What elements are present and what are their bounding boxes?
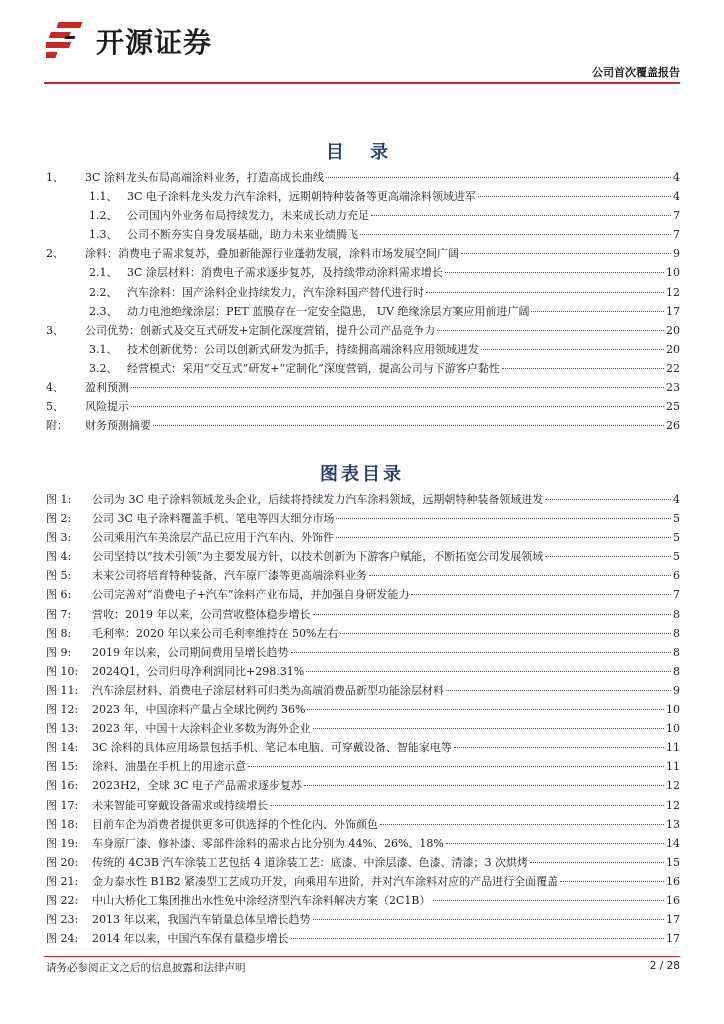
leader-dots bbox=[478, 196, 671, 197]
entry-number: 图 8: bbox=[46, 626, 72, 640]
entry-number: 图 14: bbox=[46, 741, 79, 755]
entry-page: 11 bbox=[666, 741, 680, 755]
entry-number: 图 1: bbox=[46, 493, 72, 506]
figure-entry[interactable] bbox=[46, 834, 680, 853]
entry-label: 车身原厂漆、修补漆、零部件涂料的需求占比分别为 44%、26%、18% bbox=[92, 836, 444, 850]
entry-page: 20 bbox=[666, 323, 680, 337]
figure-entry[interactable] bbox=[46, 700, 680, 719]
figures-title: 图表目录 bbox=[320, 464, 404, 485]
toc-entry[interactable] bbox=[46, 321, 680, 340]
figure-entry[interactable] bbox=[46, 796, 680, 815]
entry-page: 7 bbox=[673, 588, 680, 602]
page-number: 2 / 28 bbox=[649, 960, 680, 972]
leader-dots bbox=[306, 671, 671, 672]
entry-page: 11 bbox=[666, 760, 680, 774]
entry-label: 财务预测摘要 bbox=[85, 419, 151, 433]
entry-label: 汽车涂料：国产涂料企业持续发力，汽车涂料国产替代进行时 bbox=[127, 285, 424, 299]
entry-page: 12 bbox=[666, 779, 680, 793]
toc-entry[interactable] bbox=[46, 168, 680, 187]
entry-number: 2.3、 bbox=[89, 304, 118, 318]
entry-number: 图 23: bbox=[46, 913, 79, 927]
entry-page: 5 bbox=[673, 512, 680, 526]
entry-label: 3C 涂层材料：消费电子需求逐步复苏，及持续带动涂料需求增长 bbox=[127, 266, 443, 280]
figure-entry[interactable] bbox=[46, 528, 680, 547]
leader-dots bbox=[371, 215, 671, 216]
leader-dots bbox=[313, 728, 665, 729]
entry-number: 2.2、 bbox=[89, 285, 118, 299]
figure-entry[interactable] bbox=[46, 585, 680, 604]
leader-dots bbox=[131, 387, 664, 388]
leader-dots bbox=[411, 594, 671, 595]
entry-page: 5 bbox=[673, 531, 680, 545]
figures-list bbox=[46, 490, 680, 948]
entry-number: 图 19: bbox=[46, 836, 79, 850]
toc-entry[interactable] bbox=[46, 187, 680, 206]
toc-entry[interactable] bbox=[46, 397, 680, 416]
entry-label: 公司 3C 电子涂料覆盖手机、笔电等四大细分市场 bbox=[92, 512, 335, 526]
entry-number: 图 22: bbox=[46, 893, 79, 907]
entry-number: 图 9: bbox=[46, 645, 72, 659]
entry-page: 8 bbox=[673, 626, 680, 640]
toc-entry[interactable] bbox=[46, 340, 680, 359]
toc-entry[interactable] bbox=[46, 263, 680, 282]
brand-name: 开源证券 bbox=[96, 26, 213, 59]
entry-label: 涂料、油墨在手机上的用途示意 bbox=[92, 760, 246, 774]
entry-page: 8 bbox=[673, 607, 680, 621]
entry-number: 4、 bbox=[46, 381, 64, 395]
brand-logo-icon bbox=[46, 18, 90, 64]
toc-entry[interactable] bbox=[46, 416, 680, 435]
footer-disclaimer: 请务必参阅正文之后的信息披露和法律声明 bbox=[46, 962, 246, 974]
entry-page: 7 bbox=[673, 228, 680, 242]
entry-label: 风险提示 bbox=[85, 400, 129, 414]
entry-label: 公司优势：创新式及交互式研发+定制化深度营销，提升公司产品竞争力 bbox=[85, 323, 436, 337]
entry-label: 公司完善对“消费电子+汽车”涂料产业布局，并加强自身研发能力 bbox=[92, 588, 410, 602]
leader-dots bbox=[445, 272, 664, 273]
leader-dots bbox=[291, 938, 665, 939]
leader-dots bbox=[307, 709, 664, 710]
entry-page: 20 bbox=[666, 342, 680, 356]
toc-list bbox=[46, 168, 680, 435]
entry-label: 2024Q1，公司归母净利润同比+298.31% bbox=[92, 664, 305, 678]
figure-entry[interactable] bbox=[46, 719, 680, 738]
toc-entry[interactable] bbox=[46, 225, 680, 244]
entry-number: 图 13: bbox=[46, 722, 79, 736]
entry-label: 3C 涂料的具体应用场景包括手机、笔记本电脑、可穿戴设备、智能家电等 bbox=[92, 741, 452, 755]
entry-page: 9 bbox=[673, 247, 680, 261]
entry-page: 10 bbox=[666, 703, 680, 717]
leader-dots bbox=[248, 766, 664, 767]
entry-page: 16 bbox=[666, 893, 680, 907]
entry-page: 7 bbox=[673, 209, 680, 223]
entry-page: 12 bbox=[666, 798, 680, 812]
entry-number: 图 3: bbox=[46, 531, 72, 545]
entry-page: 4 bbox=[673, 171, 680, 184]
entry-number: 1、 bbox=[46, 171, 64, 184]
entry-label: 2023H2，全球 3C 电子产品需求逐步复苏 bbox=[92, 779, 302, 793]
figure-entry[interactable] bbox=[46, 853, 680, 872]
figure-entry[interactable] bbox=[46, 605, 680, 624]
entry-label: 3C 电子涂料龙头发力汽车涂料，远期朝特种装备等更高端涂料领域进军 bbox=[127, 190, 476, 204]
entry-label: 盈利预测 bbox=[85, 381, 129, 395]
figure-entry[interactable] bbox=[46, 910, 680, 929]
figure-entry[interactable] bbox=[46, 643, 680, 662]
figure-entry[interactable] bbox=[46, 490, 680, 509]
entry-page: 13 bbox=[666, 817, 680, 831]
leader-dots bbox=[446, 690, 671, 691]
entry-number: 图 21: bbox=[46, 874, 79, 888]
leader-dots bbox=[360, 234, 671, 235]
entry-number: 图 10: bbox=[46, 664, 79, 678]
entry-label: 公司国内外业务布局持续发力，未来成长动力充足 bbox=[127, 209, 369, 223]
entry-number: 图 7: bbox=[46, 607, 72, 621]
entry-number: 图 17: bbox=[46, 798, 79, 812]
entry-page: 10 bbox=[666, 722, 680, 736]
entry-page: 8 bbox=[673, 645, 680, 659]
entry-number: 1.3、 bbox=[89, 228, 118, 242]
entry-label: 涂料：消费电子需求复苏，叠加新能源行业蓬勃发展，涂料市场发展空间广阔 bbox=[85, 247, 459, 261]
entry-page: 26 bbox=[666, 419, 680, 433]
entry-number: 图 5: bbox=[46, 569, 72, 583]
report-type: 公司首次覆盖报告 bbox=[592, 66, 680, 79]
entry-number: 图 4: bbox=[46, 550, 72, 564]
leader-dots bbox=[369, 575, 671, 576]
leader-dots bbox=[530, 862, 664, 863]
entry-label: 公司乘用汽车美涂层产品已应用于汽车内、外饰件 bbox=[92, 531, 334, 545]
entry-label: 公司不断夯实自身发展基础，助力未来业绩腾飞 bbox=[127, 228, 358, 242]
entry-number: 1.2、 bbox=[89, 209, 118, 223]
entry-label: 传统的 4C3B 汽车涂装工艺包括 4 道涂装工艺：底漆、中涂层漆、色漆、清漆；3 次烘烤 bbox=[92, 855, 528, 869]
entry-label: 动力电池绝缘涂层：PET 蓝膜存在一定安全隐患， UV 绝缘涂层方案应用前进广阔 bbox=[127, 304, 530, 318]
entry-page: 6 bbox=[673, 569, 680, 583]
toc-entry[interactable] bbox=[46, 302, 680, 321]
figure-entry[interactable] bbox=[46, 872, 680, 891]
leader-dots bbox=[481, 349, 664, 350]
leader-dots bbox=[545, 556, 671, 557]
leader-dots bbox=[326, 177, 671, 178]
toc-entry[interactable] bbox=[46, 244, 680, 263]
entry-label: 汽车涂层材料、消费电子涂层材料可归类为高端消费品新型功能涂层材料 bbox=[92, 683, 444, 697]
leader-dots bbox=[336, 518, 671, 519]
leader-dots bbox=[426, 292, 664, 293]
leader-dots bbox=[531, 311, 664, 312]
leader-dots bbox=[313, 919, 665, 920]
entry-number: 图 11: bbox=[46, 683, 79, 697]
entry-number: 3.1、 bbox=[89, 342, 118, 356]
entry-number: 图 12: bbox=[46, 703, 79, 717]
entry-page: 10 bbox=[666, 266, 680, 280]
leader-dots bbox=[340, 633, 671, 634]
leader-dots bbox=[461, 253, 671, 254]
leader-dots bbox=[433, 900, 665, 901]
toc-entry[interactable] bbox=[46, 378, 680, 397]
entry-label: 未来公司将培育特种装备、汽车原厂漆等更高端涂料业务 bbox=[92, 569, 367, 583]
toc-title: 目 录 bbox=[325, 142, 399, 163]
entry-number: 2.1、 bbox=[89, 266, 118, 280]
leader-dots bbox=[291, 652, 672, 653]
entry-label: 技术创新优势：公司以创新式研发为抓手，持续拥高端涂料应用领域进发 bbox=[127, 342, 479, 356]
figure-entry[interactable] bbox=[46, 891, 680, 910]
entry-page: 4 bbox=[673, 190, 680, 204]
entry-label: 金力泰水性 B1B2 紧凑型工艺成功开发，向乘用车进阶，并对汽车涂料对应的产品进行全面覆盖 bbox=[92, 874, 559, 888]
entry-label: 未来智能可穿戴设备需求或持续增长 bbox=[92, 798, 268, 812]
leader-dots bbox=[454, 747, 664, 748]
leader-dots bbox=[502, 368, 664, 369]
entry-page: 15 bbox=[666, 855, 680, 869]
figure-entry[interactable] bbox=[46, 509, 680, 528]
leader-dots bbox=[153, 425, 664, 426]
entry-label: 公司坚持以“技术引领”为主要发展方针，以技术创新为下游客户赋能，不断拓宽公司发展领域 bbox=[92, 550, 544, 564]
brand-logo bbox=[46, 16, 212, 66]
entry-number: 图 20: bbox=[46, 855, 79, 869]
entry-page: 9 bbox=[673, 683, 680, 697]
entry-number: 3.2、 bbox=[89, 361, 118, 375]
entry-page: 17 bbox=[666, 913, 680, 927]
figure-entry[interactable] bbox=[46, 738, 680, 757]
entry-number: 图 24: bbox=[46, 932, 79, 946]
entry-label: 毛利率：2020 年以来公司毛利率维持在 50%左右 bbox=[92, 626, 339, 640]
entry-number: 图 18: bbox=[46, 817, 79, 831]
leader-dots bbox=[446, 843, 664, 844]
figure-entry[interactable] bbox=[46, 929, 680, 948]
header-divider bbox=[44, 82, 680, 84]
entry-label: 2013 年以来，我国汽车销量总体呈增长趋势 bbox=[92, 913, 311, 927]
toc-entry[interactable] bbox=[46, 359, 680, 378]
footer-divider bbox=[44, 956, 680, 957]
entry-number: 图 6: bbox=[46, 588, 72, 602]
entry-page: 16 bbox=[666, 874, 680, 888]
entry-number: 附： bbox=[46, 419, 68, 433]
entry-label: 3C 涂料龙头布局高端涂料业务，打造高成长曲线 bbox=[85, 171, 324, 184]
figure-entry[interactable] bbox=[46, 566, 680, 585]
entry-number: 2、 bbox=[46, 247, 64, 261]
entry-label: 2023 年，中国十大涂料企业多数为海外企业 bbox=[92, 722, 311, 736]
toc-entry[interactable] bbox=[46, 283, 680, 302]
figure-entry[interactable] bbox=[46, 757, 680, 776]
entry-page: 25 bbox=[666, 400, 680, 414]
entry-label: 2014 年以来，中国汽车保有量稳步增长 bbox=[92, 932, 289, 946]
leader-dots bbox=[560, 881, 664, 882]
leader-dots bbox=[131, 406, 664, 407]
leader-dots bbox=[437, 330, 664, 331]
entry-label: 目前车企为消费者提供更多可供选择的个性化内、外饰颜色 bbox=[92, 817, 378, 831]
entry-label: 营收：2019 年以来，公司营收整体稳步增长 bbox=[92, 607, 311, 621]
entry-label: 经营模式：采用“交互式”研发+“定制化”深度营销，提高公司与下游客户黏性 bbox=[127, 361, 500, 375]
entry-page: 8 bbox=[673, 664, 680, 678]
entry-page: 23 bbox=[666, 381, 680, 395]
leader-dots bbox=[336, 537, 671, 538]
figure-entry[interactable] bbox=[46, 662, 680, 681]
entry-number: 图 2: bbox=[46, 512, 72, 526]
entry-label: 中山大桥化工集团推出水性免中涂经济型汽车涂料解决方案（2C1B） bbox=[92, 893, 431, 907]
entry-page: 14 bbox=[666, 836, 680, 850]
entry-page: 5 bbox=[673, 550, 680, 564]
entry-label: 2019 年以来，公司期间费用呈增长趋势 bbox=[92, 645, 289, 659]
entry-number: 5、 bbox=[46, 400, 64, 414]
toc-entry[interactable] bbox=[46, 206, 680, 225]
entry-page: 17 bbox=[666, 304, 680, 318]
leader-dots bbox=[270, 805, 664, 806]
page-header bbox=[0, 0, 724, 88]
entry-page: 4 bbox=[673, 493, 680, 506]
entry-label: 2023 年，中国涂料产量占全球比例约 36% bbox=[92, 703, 306, 717]
leader-dots bbox=[304, 785, 664, 786]
entry-number: 3、 bbox=[46, 323, 64, 337]
entry-number: 图 15: bbox=[46, 760, 79, 774]
leader-dots bbox=[313, 614, 672, 615]
leader-dots bbox=[545, 499, 671, 500]
figure-entry[interactable] bbox=[46, 776, 680, 795]
entry-number: 图 16: bbox=[46, 779, 79, 793]
figure-entry[interactable] bbox=[46, 624, 680, 643]
entry-page: 17 bbox=[666, 932, 680, 946]
leader-dots bbox=[380, 824, 664, 825]
entry-page: 22 bbox=[666, 361, 680, 375]
entry-label: 公司为 3C 电子涂料领域龙头企业，后续将持续发力汽车涂料领域，远期朝特种装备领域进发 bbox=[92, 493, 544, 506]
entry-page: 12 bbox=[666, 285, 680, 299]
entry-number: 1.1、 bbox=[89, 190, 118, 204]
figure-entry[interactable] bbox=[46, 815, 680, 834]
figure-entry[interactable] bbox=[46, 681, 680, 700]
figure-entry[interactable] bbox=[46, 547, 680, 566]
